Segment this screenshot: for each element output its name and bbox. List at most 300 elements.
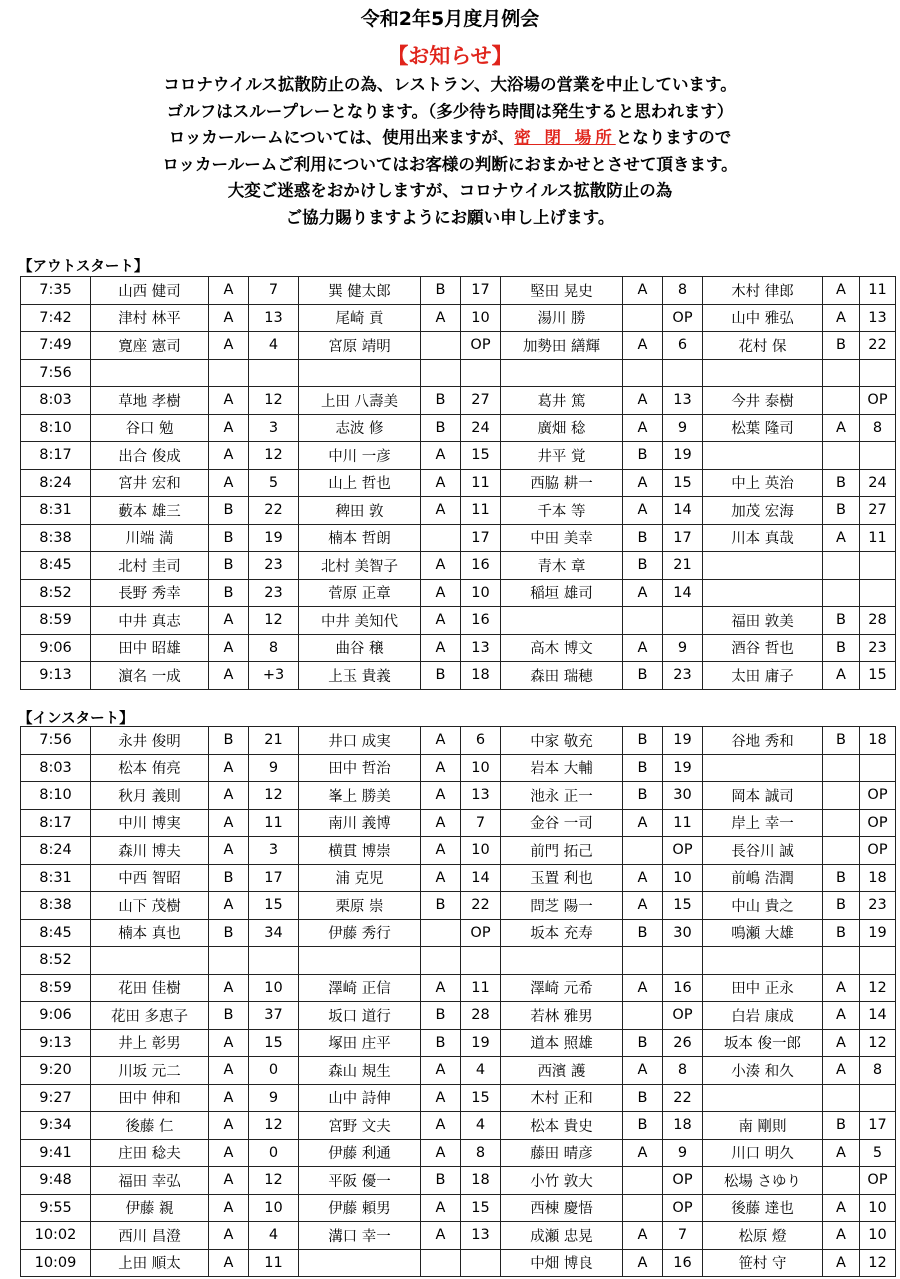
tee-time: 8:38: [21, 524, 91, 552]
player-4-handicap: 11: [860, 524, 896, 552]
player-3-name: 湯川 勝: [501, 304, 623, 332]
player-4-name: 松原 燈: [703, 1222, 823, 1250]
player-3-handicap: 10: [663, 864, 703, 892]
table-row: [21, 442, 896, 470]
player-2-class: A: [421, 497, 461, 525]
player-4-class: A: [823, 974, 860, 1002]
player-2-class: B: [421, 1002, 461, 1030]
player-1-class: A: [209, 1167, 249, 1195]
tee-time: 9:13: [21, 1029, 91, 1057]
player-4-handicap: 23: [860, 634, 896, 662]
player-4-handicap: 18: [860, 727, 896, 755]
player-4-name: [703, 552, 823, 580]
player-3-name: 加勢田 繕輝: [501, 332, 623, 360]
player-2-name: 溝口 幸一: [299, 1222, 421, 1250]
table-row: [21, 359, 896, 387]
player-1-name: 中井 真志: [91, 607, 209, 635]
player-2-name: 塚田 庄平: [299, 1029, 421, 1057]
player-4-name: [703, 1084, 823, 1112]
player-1-name: 濵名 一成: [91, 662, 209, 690]
player-2-class: B: [421, 277, 461, 305]
player-4-name: 南 剛則: [703, 1112, 823, 1140]
player-4-handicap: [860, 442, 896, 470]
player-3-handicap: 9: [663, 1139, 703, 1167]
tee-time: 8:52: [21, 947, 91, 975]
player-1-handicap: 21: [249, 727, 299, 755]
player-2-class: A: [421, 634, 461, 662]
player-4-handicap: [860, 552, 896, 580]
player-2-handicap: 4: [461, 1112, 501, 1140]
tee-time: 9:34: [21, 1112, 91, 1140]
player-2-name: 志波 修: [299, 414, 421, 442]
player-3-name: 若林 雅男: [501, 1002, 623, 1030]
player-2-class: A: [421, 727, 461, 755]
player-2-name: 栗原 崇: [299, 892, 421, 920]
tee-time: 8:59: [21, 974, 91, 1002]
player-3-class: A: [623, 469, 663, 497]
player-1-handicap: 12: [249, 387, 299, 415]
player-2-class: A: [421, 607, 461, 635]
player-2-name: 宮原 靖明: [299, 332, 421, 360]
table-row: [21, 552, 896, 580]
player-4-handicap: [860, 359, 896, 387]
player-3-class: B: [623, 1029, 663, 1057]
player-4-handicap: 28: [860, 607, 896, 635]
player-2-handicap: 10: [461, 837, 501, 865]
player-2-name: 伊藤 秀行: [299, 919, 421, 947]
player-2-handicap: OP: [461, 332, 501, 360]
player-4-class: [823, 782, 860, 810]
tee-time: 8:45: [21, 919, 91, 947]
player-1-handicap: 10: [249, 974, 299, 1002]
player-3-class: A: [623, 414, 663, 442]
player-1-handicap: 8: [249, 634, 299, 662]
player-4-name: 岡本 誠司: [703, 782, 823, 810]
player-1-class: B: [209, 727, 249, 755]
player-2-name: 曲谷 穣: [299, 634, 421, 662]
player-4-name: 中山 貴之: [703, 892, 823, 920]
player-3-class: A: [623, 892, 663, 920]
player-1-name: 山西 健司: [91, 277, 209, 305]
player-1-class: B: [209, 864, 249, 892]
player-3-class: A: [623, 387, 663, 415]
player-2-class: A: [421, 1112, 461, 1140]
player-3-name: 西脇 耕一: [501, 469, 623, 497]
player-1-handicap: 12: [249, 1167, 299, 1195]
player-4-class: [823, 579, 860, 607]
player-1-handicap: 7: [249, 277, 299, 305]
table-row: [21, 1029, 896, 1057]
player-4-name: 酒谷 哲也: [703, 634, 823, 662]
player-2-class: A: [421, 304, 461, 332]
player-3-name: [501, 359, 623, 387]
player-3-handicap: 21: [663, 552, 703, 580]
player-2-handicap: 24: [461, 414, 501, 442]
player-4-class: [823, 837, 860, 865]
player-4-name: [703, 359, 823, 387]
player-3-name: 葛井 篤: [501, 387, 623, 415]
player-1-class: A: [209, 1057, 249, 1085]
player-3-class: B: [623, 524, 663, 552]
player-2-handicap: 19: [461, 1029, 501, 1057]
player-3-handicap: 30: [663, 919, 703, 947]
player-1-name: 秋月 義則: [91, 782, 209, 810]
player-2-handicap: 6: [461, 727, 501, 755]
tee-time: 9:48: [21, 1167, 91, 1195]
player-2-name: 山上 哲也: [299, 469, 421, 497]
tee-time: 8:17: [21, 809, 91, 837]
player-1-name: 井上 彰男: [91, 1029, 209, 1057]
player-1-handicap: 3: [249, 837, 299, 865]
player-3-handicap: OP: [663, 1167, 703, 1195]
player-1-handicap: 11: [249, 1249, 299, 1277]
player-3-class: A: [623, 277, 663, 305]
player-2-class: A: [421, 1057, 461, 1085]
player-2-class: [421, 524, 461, 552]
tee-time: 8:10: [21, 414, 91, 442]
player-4-name: [703, 754, 823, 782]
player-3-name: 千本 等: [501, 497, 623, 525]
player-4-name: 加茂 宏海: [703, 497, 823, 525]
player-4-name: 今井 泰樹: [703, 387, 823, 415]
player-1-handicap: 13: [249, 304, 299, 332]
player-3-handicap: 6: [663, 332, 703, 360]
player-2-class: B: [421, 662, 461, 690]
player-3-class: [623, 1194, 663, 1222]
player-4-handicap: 12: [860, 974, 896, 1002]
player-2-class: A: [421, 1194, 461, 1222]
player-3-class: A: [623, 634, 663, 662]
notice-heading: 【お知らせ】: [387, 44, 513, 68]
player-3-name: 金谷 一司: [501, 809, 623, 837]
table-row: [21, 1222, 896, 1250]
player-1-handicap: 10: [249, 1194, 299, 1222]
player-4-handicap: [860, 947, 896, 975]
player-1-handicap: 17: [249, 864, 299, 892]
player-3-handicap: 14: [663, 579, 703, 607]
table-row: [21, 1002, 896, 1030]
player-4-class: [823, 1167, 860, 1195]
player-4-class: [823, 809, 860, 837]
table-row: [21, 892, 896, 920]
in-start-table: [20, 726, 896, 1277]
player-4-class: A: [823, 662, 860, 690]
player-1-class: B: [209, 1002, 249, 1030]
player-2-name: 峯上 勝美: [299, 782, 421, 810]
player-1-class: B: [209, 919, 249, 947]
player-2-name: 上田 八壽美: [299, 387, 421, 415]
player-3-class: [623, 607, 663, 635]
player-2-name: 横貫 博崇: [299, 837, 421, 865]
player-4-name: 福田 敦美: [703, 607, 823, 635]
table-row: [21, 864, 896, 892]
player-1-class: [209, 947, 249, 975]
player-4-handicap: OP: [860, 837, 896, 865]
player-2-handicap: 15: [461, 1084, 501, 1112]
player-2-class: B: [421, 1167, 461, 1195]
player-4-handicap: [860, 754, 896, 782]
player-2-handicap: 16: [461, 552, 501, 580]
player-2-class: [421, 332, 461, 360]
player-3-class: A: [623, 1249, 663, 1277]
player-2-handicap: 11: [461, 974, 501, 1002]
player-3-handicap: 19: [663, 754, 703, 782]
player-1-handicap: 4: [249, 332, 299, 360]
player-4-class: B: [823, 607, 860, 635]
player-4-name: 笹村 守: [703, 1249, 823, 1277]
player-2-class: [421, 947, 461, 975]
player-3-class: B: [623, 552, 663, 580]
player-2-class: A: [421, 579, 461, 607]
player-3-name: 澤崎 元希: [501, 974, 623, 1002]
player-2-handicap: 10: [461, 304, 501, 332]
player-2-name: [299, 1249, 421, 1277]
notice-closed-space-highlight: 密 閉 場所: [514, 128, 616, 147]
player-2-class: B: [421, 1029, 461, 1057]
player-1-handicap: 11: [249, 809, 299, 837]
player-2-name: [299, 359, 421, 387]
player-2-handicap: 22: [461, 892, 501, 920]
player-4-name: 白岩 康成: [703, 1002, 823, 1030]
player-4-name: [703, 947, 823, 975]
table-row: [21, 919, 896, 947]
player-2-class: A: [421, 864, 461, 892]
player-4-handicap: 14: [860, 1002, 896, 1030]
player-4-handicap: [860, 1084, 896, 1112]
player-1-class: A: [209, 754, 249, 782]
table-row: [21, 662, 896, 690]
player-3-name: 中畑 博良: [501, 1249, 623, 1277]
table-row: [21, 387, 896, 415]
table-row: [21, 497, 896, 525]
table-row: [21, 414, 896, 442]
player-1-class: B: [209, 579, 249, 607]
player-2-handicap: [461, 1249, 501, 1277]
player-4-handicap: 23: [860, 892, 896, 920]
player-3-name: 池永 正一: [501, 782, 623, 810]
player-4-handicap: 27: [860, 497, 896, 525]
player-1-class: A: [209, 442, 249, 470]
player-1-name: 楠本 真也: [91, 919, 209, 947]
player-1-name: 田中 昭雄: [91, 634, 209, 662]
player-2-class: A: [421, 552, 461, 580]
player-3-name: 問芝 陽一: [501, 892, 623, 920]
player-4-class: A: [823, 1029, 860, 1057]
player-4-class: B: [823, 864, 860, 892]
player-1-class: A: [209, 1222, 249, 1250]
player-4-name: 川本 真哉: [703, 524, 823, 552]
player-3-class: B: [623, 1112, 663, 1140]
tee-time: 9:41: [21, 1139, 91, 1167]
player-1-name: 出合 俊成: [91, 442, 209, 470]
player-2-handicap: 15: [461, 442, 501, 470]
player-3-handicap: 15: [663, 892, 703, 920]
player-4-name: 川口 明久: [703, 1139, 823, 1167]
player-1-handicap: 22: [249, 497, 299, 525]
player-3-name: 堅田 晃史: [501, 277, 623, 305]
player-1-handicap: 37: [249, 1002, 299, 1030]
table-row: [21, 1057, 896, 1085]
player-3-handicap: OP: [663, 304, 703, 332]
player-3-class: A: [623, 332, 663, 360]
tee-time: 9:20: [21, 1057, 91, 1085]
player-3-handicap: 23: [663, 662, 703, 690]
table-row: [21, 304, 896, 332]
player-1-class: A: [209, 634, 249, 662]
player-1-class: A: [209, 332, 249, 360]
tee-time: 8:45: [21, 552, 91, 580]
player-2-class: [421, 359, 461, 387]
player-3-class: A: [623, 497, 663, 525]
out-start-table: [20, 276, 896, 690]
player-3-name: 高木 博文: [501, 634, 623, 662]
player-2-handicap: 18: [461, 1167, 501, 1195]
player-2-class: A: [421, 782, 461, 810]
player-4-handicap: 10: [860, 1194, 896, 1222]
player-3-name: 西濱 護: [501, 1057, 623, 1085]
player-4-class: A: [823, 304, 860, 332]
player-1-handicap: 0: [249, 1057, 299, 1085]
player-4-class: B: [823, 727, 860, 755]
player-3-name: 青木 章: [501, 552, 623, 580]
player-2-class: A: [421, 1222, 461, 1250]
player-4-class: B: [823, 892, 860, 920]
player-1-name: 永井 俊明: [91, 727, 209, 755]
player-3-handicap: 19: [663, 442, 703, 470]
player-4-name: 鳴瀬 大雄: [703, 919, 823, 947]
player-3-class: A: [623, 1139, 663, 1167]
player-4-class: B: [823, 919, 860, 947]
player-2-name: 井口 成実: [299, 727, 421, 755]
player-1-name: 上田 順太: [91, 1249, 209, 1277]
tee-time: 10:02: [21, 1222, 91, 1250]
player-1-class: A: [209, 1194, 249, 1222]
player-4-name: 谷地 秀和: [703, 727, 823, 755]
player-1-name: 中西 智昭: [91, 864, 209, 892]
player-3-name: 成瀬 忠晃: [501, 1222, 623, 1250]
player-4-name: 前嶋 浩潤: [703, 864, 823, 892]
tee-time: 8:03: [21, 387, 91, 415]
player-1-handicap: 15: [249, 892, 299, 920]
player-4-class: A: [823, 1249, 860, 1277]
player-3-handicap: 11: [663, 809, 703, 837]
player-1-handicap: 23: [249, 579, 299, 607]
player-1-name: 松本 侑亮: [91, 754, 209, 782]
player-3-handicap: 26: [663, 1029, 703, 1057]
player-1-class: B: [209, 497, 249, 525]
tee-time: 8:17: [21, 442, 91, 470]
tee-time: 8:59: [21, 607, 91, 635]
player-1-class: A: [209, 837, 249, 865]
player-3-class: [623, 1002, 663, 1030]
player-4-name: 山中 雅弘: [703, 304, 823, 332]
player-3-name: 廣畑 稔: [501, 414, 623, 442]
player-2-handicap: 13: [461, 634, 501, 662]
player-4-name: 松葉 隆司: [703, 414, 823, 442]
player-1-class: A: [209, 1139, 249, 1167]
player-3-handicap: 8: [663, 1057, 703, 1085]
player-1-handicap: 23: [249, 552, 299, 580]
player-1-handicap: 12: [249, 782, 299, 810]
player-3-class: B: [623, 662, 663, 690]
table-row: [21, 634, 896, 662]
player-1-name: 寛座 憲司: [91, 332, 209, 360]
player-3-name: 西棟 慶悟: [501, 1194, 623, 1222]
tee-time: 9:06: [21, 1002, 91, 1030]
player-2-name: 中井 美知代: [299, 607, 421, 635]
player-3-class: B: [623, 442, 663, 470]
player-3-handicap: 16: [663, 1249, 703, 1277]
player-1-handicap: 12: [249, 607, 299, 635]
player-3-class: B: [623, 919, 663, 947]
player-1-handicap: 4: [249, 1222, 299, 1250]
player-1-name: 花田 多恵子: [91, 1002, 209, 1030]
table-row: [21, 809, 896, 837]
player-1-class: A: [209, 607, 249, 635]
player-1-name: 中川 博実: [91, 809, 209, 837]
table-row: [21, 607, 896, 635]
notice-line-2: ゴルフはスループレーとなります。（多少待ち時間は発生すると思われます）: [166, 101, 734, 121]
player-3-handicap: OP: [663, 1194, 703, 1222]
player-3-class: [623, 837, 663, 865]
player-2-class: B: [421, 892, 461, 920]
player-3-handicap: 15: [663, 469, 703, 497]
player-4-class: [823, 552, 860, 580]
player-1-class: A: [209, 304, 249, 332]
player-1-class: A: [209, 1029, 249, 1057]
player-4-class: [823, 442, 860, 470]
player-1-name: 山下 茂樹: [91, 892, 209, 920]
table-row: [21, 524, 896, 552]
table-row: [21, 1112, 896, 1140]
player-3-name: 木村 正和: [501, 1084, 623, 1112]
table-row: [21, 1249, 896, 1277]
player-4-handicap: 8: [860, 1057, 896, 1085]
table-row: [21, 782, 896, 810]
player-2-class: A: [421, 442, 461, 470]
player-2-class: A: [421, 837, 461, 865]
player-3-handicap: 9: [663, 414, 703, 442]
player-1-name: 川坂 元二: [91, 1057, 209, 1085]
player-2-handicap: 4: [461, 1057, 501, 1085]
player-4-handicap: 24: [860, 469, 896, 497]
player-1-name: 西川 昌澄: [91, 1222, 209, 1250]
player-4-name: 木村 律郎: [703, 277, 823, 305]
player-1-name: 花田 佳樹: [91, 974, 209, 1002]
player-3-handicap: 13: [663, 387, 703, 415]
player-1-name: 北村 圭司: [91, 552, 209, 580]
player-2-class: A: [421, 1084, 461, 1112]
notice-line-3: [0, 125, 900, 152]
player-4-name: 岸上 幸一: [703, 809, 823, 837]
player-2-name: 南川 義博: [299, 809, 421, 837]
player-2-class: [421, 919, 461, 947]
player-3-name: 岩本 大輔: [501, 754, 623, 782]
player-3-handicap: 19: [663, 727, 703, 755]
player-4-class: A: [823, 1222, 860, 1250]
tee-time: 8:38: [21, 892, 91, 920]
player-4-class: A: [823, 524, 860, 552]
player-4-name: [703, 442, 823, 470]
table-row: [21, 1167, 896, 1195]
tee-time: 9:06: [21, 634, 91, 662]
player-4-handicap: 5: [860, 1139, 896, 1167]
player-1-class: A: [209, 1249, 249, 1277]
tee-time: 9:13: [21, 662, 91, 690]
player-2-name: 浦 克児: [299, 864, 421, 892]
player-2-class: [421, 1249, 461, 1277]
player-4-handicap: 11: [860, 277, 896, 305]
